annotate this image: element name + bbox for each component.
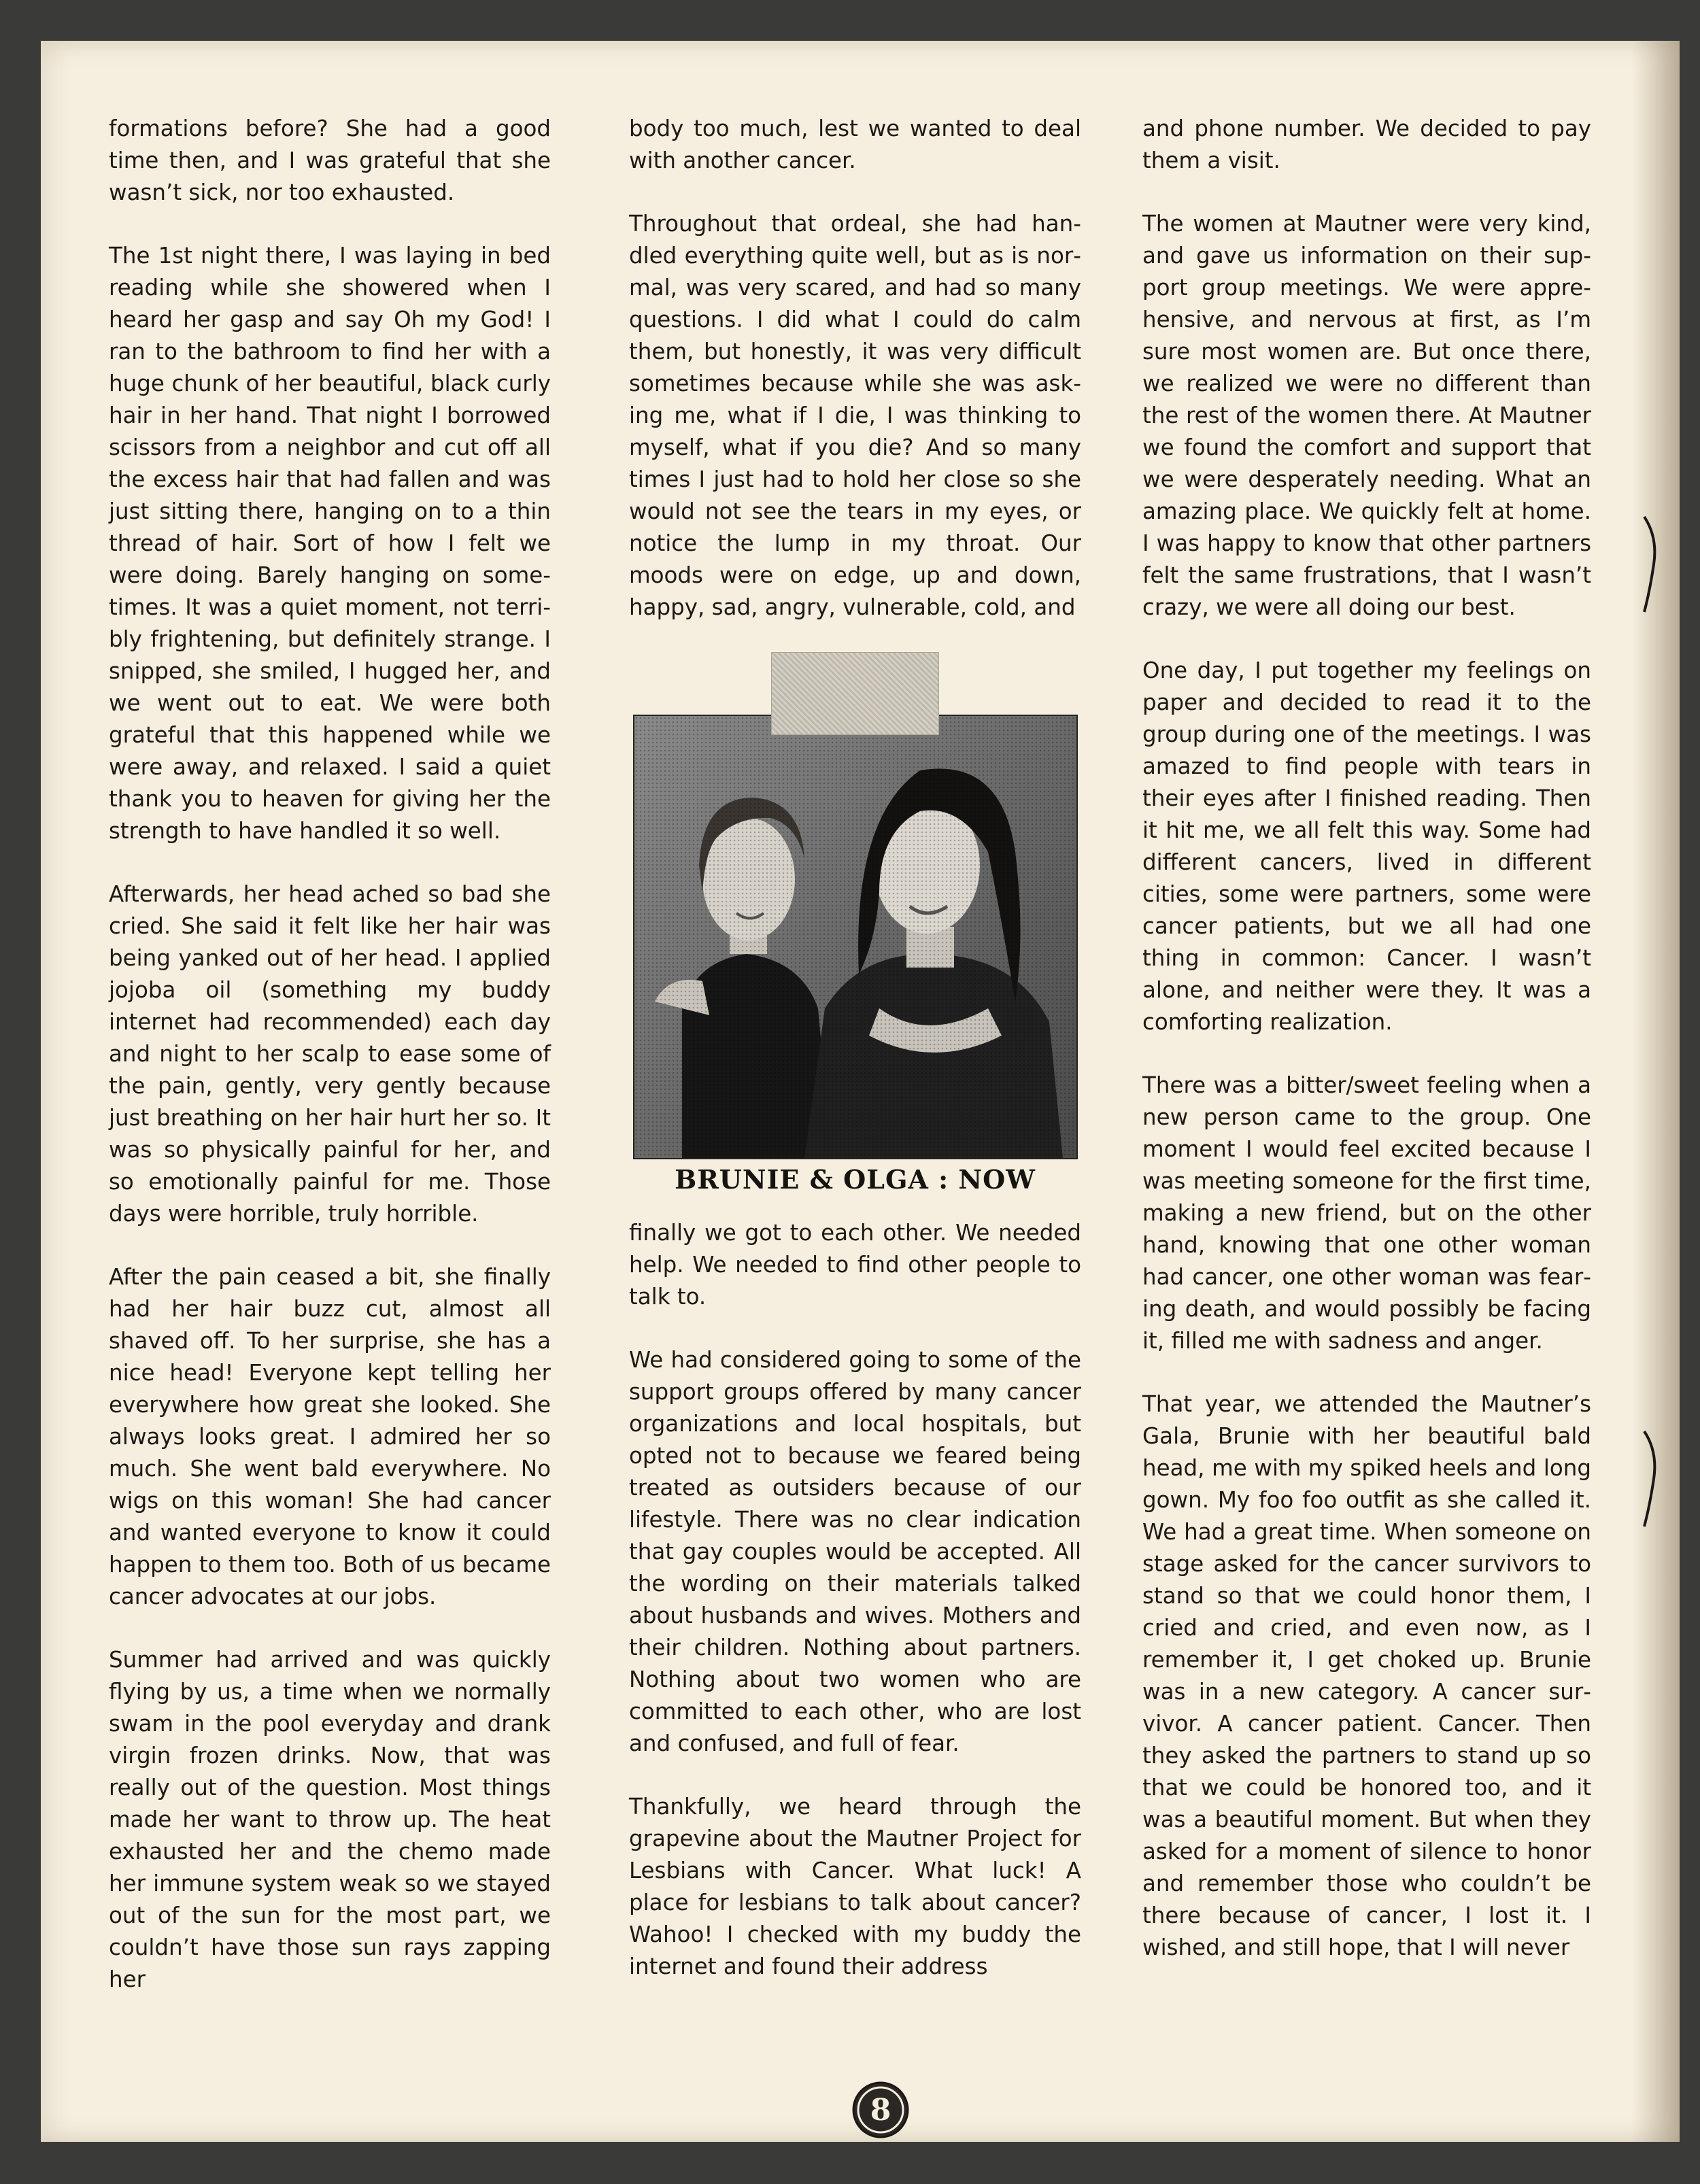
magazine-page <box>41 41 1680 2142</box>
paragraph: Summer had arrived and was quickly flying by us, a time when we normally swam in the pool everyday and drank virgin frozen drinks. Now, that was really out of the question. Most things made her want to throw up. The heat exhausted her and the chemo made her immune system weak so we stayed out of the sun for the most part, we couldn’t have those sun rays zapping her <box>109 1647 551 1992</box>
paragraph: body too much, lest we wanted to deal with another cancer. <box>629 116 1081 173</box>
text-column-right <box>1142 113 1591 1964</box>
photo-figure <box>629 652 1081 1195</box>
photo-brunie-and-olga <box>633 715 1078 1159</box>
binder-clip-icon <box>1639 510 1666 619</box>
paragraph: One day, I put together my feelings on paper and decided to read it to the group during one of the meetings. I was amazed to find people with tears in their eyes after I finished reading. Then it hit me, we all felt this way. Some had different cancers, lived in different cities, some were partners, some were cancer patients, but we all had one thing in common: Cancer. I wasn’t alone, and neither were they. It was a comforting realization. <box>1142 658 1591 1035</box>
page-number-badge <box>850 2079 911 2140</box>
paragraph: and phone number. We decided to pay them a visit. <box>1142 116 1591 173</box>
tape-strip <box>771 652 939 735</box>
paragraph: formations before? She had a good time then, and I was grateful that she wasn’t sick, nor too exhausted. <box>109 116 551 205</box>
binder-clip-icon <box>1639 1424 1666 1533</box>
paragraph: Thankfully, we heard through the grapevine about the Mautner Project for Lesbians with Cancer. What luck! A place for lesbians to talk about cancer? Wahoo! I checked with my buddy the internet and found their address <box>629 1794 1081 1979</box>
page-number: 8 <box>870 2093 891 2128</box>
paragraph: There was a bitter/sweet feeling when a new person came to the group. One moment I would feel excited because I was meeting someone for the first time, making a new friend, but on the other hand, knowing that one other woman had cancer, one other woman was fearing death, and would possibly be facing it, filled me with sadness and anger. <box>1142 1072 1591 1354</box>
paragraph: Throughout that ordeal, she had handled everything quite well, but as is normal, was very scared, and had so many questions. I did what I could do calm them, but honestly, it was very difficult sometimes because while she was asking me, what if I die, I was thinking to myself, what if you die? And so many times I just had to hold her close so she would not see the tears in my eyes, or notice the lump in my throat. Our moods were on edge, up and down, happy, sad, angry, vulnerable, cold, and <box>629 211 1081 620</box>
paragraph: Afterwards, her head ached so bad she cried. She said it felt like her hair was being yanked out of her head. I applied jojoba oil (something my buddy internet had recommended) each day and night to her scalp to ease some of the pain, gently, very gently because just breathing on her hair hurt her so. It was so physically painful for her, and so emotionally painful for me. Those days were horrible, truly horrible. <box>109 881 551 1227</box>
text-column-middle <box>629 113 1081 1983</box>
paragraph: The women at Mautner were very kind, and gave us information on their support group meetings. We were apprehensive, and nervous at first, as I’m sure most women are. But once there, we realized we were no different than the rest of the women there. At Mautner we found the comfort and support that we were desperately needing. What an amazing place. We quickly felt at home. I was happy to know that other partners felt the same frustrations, that I wasn’t crazy, we were all doing our best. <box>1142 211 1591 620</box>
paragraph: We had considered going to some of the support groups offered by many cancer organizations and local hospitals, but opted not to because we feared being treated as outsiders because of our lifestyle. There was no clear indication that gay couples would be accepted. All the wording on their materials talked about husbands and wives. Mothers and their children. Nothing about partners. Nothing about two women who are committed to each other, who are lost and confused, and full of fear. <box>629 1347 1081 1756</box>
paragraph: After the pain ceased a bit, she finally had her hair buzz cut, almost all shaved off. To her surprise, she has a nice head! Everyone kept telling her everywhere how great she looked. She always looks great. I admired her so much. She went bald everywhere. No wigs on this woman! She had cancer and wanted everyone to know it could happen to them too. Both of us became cancer advocates at our jobs. <box>109 1264 551 1609</box>
photo-caption: BRUNIE & OLGA : NOW <box>675 1164 1036 1195</box>
binding-edge <box>1632 41 1680 2142</box>
paragraph: That year, we attended the Mautner’s Gala, Brunie with her beautiful bald head, me with my spiked heels and long gown. My foo foo outfit as she called it. We had a great time. When someone on stage asked for the cancer survivors to stand so that we could honor them, I cried and cried, and even now, as I remember it, I get choked up. Brunie was in a new category. A cancer survivor. A cancer patient. Cancer. Then they asked the partners to stand up so that we could be honored too, and it was a beautiful moment. But when they asked for a moment of silence to honor and remember those who couldn’t be there because of cancer, I lost it. I wished, and still hope, that I will never <box>1142 1391 1591 1960</box>
paragraph: finally we got to each other. We needed help. We needed to find other people to talk to. <box>629 1220 1081 1310</box>
text-column-left <box>109 113 551 1996</box>
paragraph: The 1st night there, I was laying in bed reading while she showered when I heard her gasp and say Oh my God! I ran to the bathroom to find her with a huge chunk of her beautiful, black curly hair in her hand. That night I borrowed scissors from a neighbor and cut off all the excess hair that had fallen and was just sitting there, hanging on to a thin thread of hair. Sort of how I felt we were doing. Barely hanging on sometimes. It was a quiet moment, not terribly frightening, but definitely strange. I snipped, she smiled, I hugged her, and we went out to eat. We were both grateful that this happened while we were away, and relaxed. I said a quiet thank you to heaven for giving her the strength to have handled it so well. <box>109 243 551 844</box>
